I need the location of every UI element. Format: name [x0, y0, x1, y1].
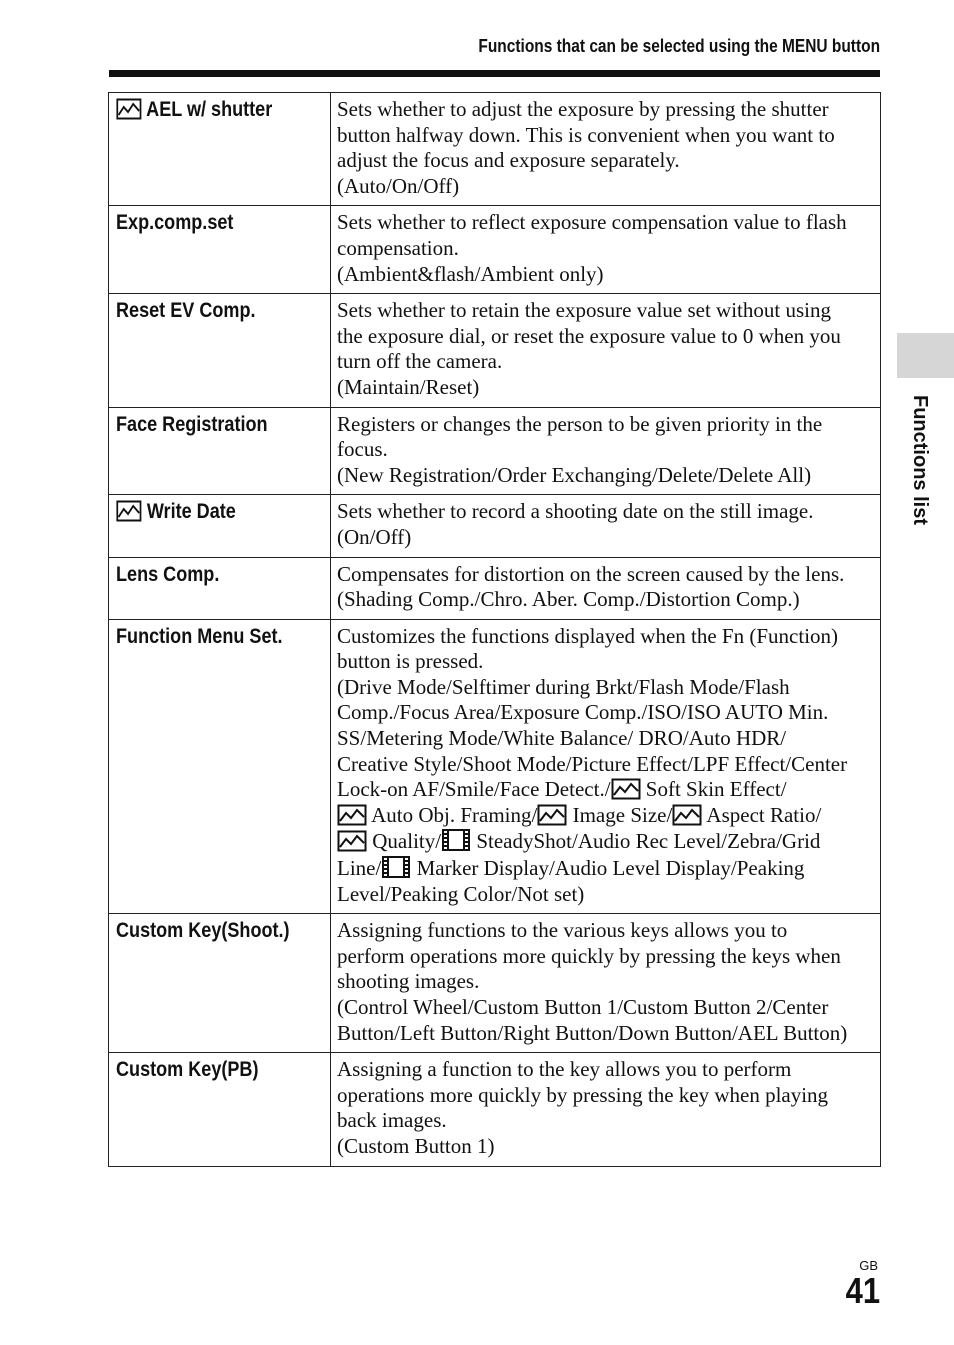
function-name-cell — [109, 619, 331, 914]
description-text: Sets whether to reflect exposure compensation value to flash — [337, 210, 847, 235]
still-image-icon — [337, 830, 367, 852]
function-name-text: AEL w/ shutter — [146, 98, 273, 121]
description-text: operations more quickly by pressing the key when playing — [337, 1082, 829, 1107]
description-text: Button/Left Button/Right Button/Down Button/AEL Button) — [337, 1020, 848, 1045]
description-text: Compensates for distortion on the screen caused by the lens. — [337, 561, 845, 586]
function-name-cell — [109, 93, 331, 206]
description-text: Auto Obj. Framing/ — [367, 802, 538, 827]
header-rule — [109, 70, 880, 77]
description-line — [337, 1134, 874, 1160]
function-name-cell — [109, 557, 331, 619]
description-text: (Ambient&flash/Ambient only) — [337, 261, 604, 286]
still-image-icon — [116, 98, 142, 120]
description-text: Creative Style/Shoot Mode/Picture Effect/LPF Effect/Center — [337, 751, 848, 776]
description-text: (New Registration/Order Exchanging/Delete/Delete All) — [337, 462, 812, 487]
description-line — [337, 562, 874, 588]
function-name-text: Write Date — [146, 500, 236, 524]
description-text: Registers or changes the person to be given priority in the — [337, 411, 823, 436]
function-name — [116, 298, 256, 323]
description-line — [337, 210, 874, 236]
function-description-cell — [331, 1053, 881, 1166]
description-line — [337, 969, 874, 995]
description-line — [337, 587, 874, 613]
description-line — [337, 412, 874, 438]
function-description-cell — [331, 914, 881, 1053]
description-line — [337, 777, 874, 803]
description-text: Image Size/ — [567, 802, 673, 827]
description-line — [337, 97, 874, 123]
table-row — [109, 407, 881, 495]
description-line — [337, 324, 874, 350]
function-description-cell — [331, 495, 881, 557]
description-text: (Shading Comp./Chro. Aber. Comp./Distortion Comp.) — [337, 587, 800, 612]
function-name-text: Custom Key(Shoot.) — [116, 919, 290, 943]
description-line — [337, 828, 874, 855]
description-text: (Auto/On/Off) — [337, 173, 460, 198]
function-name-text: Custom Key(PB) — [116, 1058, 259, 1082]
description-text: turn off the camera. — [337, 349, 503, 374]
description-line — [337, 1021, 874, 1047]
function-description-cell — [331, 557, 881, 619]
function-name-text: Reset EV Comp. — [116, 299, 256, 323]
table-row — [109, 93, 881, 206]
description-text: SteadyShot/Audio Rec Level/Zebra/Grid — [471, 829, 821, 854]
description-text: Comp./Focus Area/Exposure Comp./ISO/ISO AUTO Min. — [337, 700, 829, 725]
description-text: the exposure dial, or reset the exposure value to 0 when you — [337, 323, 841, 348]
description-line — [337, 123, 874, 149]
description-text: Customizes the functions displayed when the Fn (Function) — [337, 623, 839, 648]
description-text: button is pressed. — [337, 649, 484, 674]
description-line — [337, 236, 874, 262]
function-name-cell — [109, 294, 331, 407]
still-image-icon — [337, 804, 367, 826]
description-text: Level/Peaking Color/Not set) — [337, 881, 585, 906]
function-name-text: Function Menu Set. — [116, 624, 283, 648]
section-thumb-tab — [897, 333, 954, 378]
description-line — [337, 375, 874, 401]
description-line — [337, 174, 874, 200]
description-text: (Maintain/Reset) — [337, 374, 480, 399]
page-region-code: GB — [859, 1258, 878, 1273]
description-line — [337, 1057, 874, 1083]
description-text: Line/ — [337, 856, 382, 881]
still-image-icon — [116, 500, 142, 522]
description-text: shooting images. — [337, 969, 480, 994]
description-text: Sets whether to record a shooting date on the still image. — [337, 499, 814, 524]
description-line — [337, 148, 874, 174]
section-side-label: Functions list — [909, 395, 931, 525]
function-name-text: Face Registration — [116, 412, 268, 436]
description-line — [337, 726, 874, 752]
description-line — [337, 803, 874, 829]
function-name — [116, 918, 290, 943]
movie-icon — [441, 828, 471, 852]
still-image-icon — [672, 804, 702, 826]
description-text: (On/Off) — [337, 524, 412, 549]
description-line — [337, 1108, 874, 1134]
description-text: adjust the focus and exposure separately. — [337, 148, 680, 173]
function-name — [116, 1057, 258, 1082]
description-text: (Custom Button 1) — [337, 1133, 495, 1158]
description-text: button halfway down. This is convenient when you want to — [337, 122, 835, 147]
description-text: Sets whether to adjust the exposure by pressing the shutter — [337, 97, 829, 121]
function-name — [116, 210, 233, 235]
description-line — [337, 918, 874, 944]
description-line — [337, 700, 874, 726]
function-name-cell — [109, 914, 331, 1053]
description-line — [337, 855, 874, 882]
description-line — [337, 262, 874, 288]
table-row — [109, 557, 881, 619]
table-row — [109, 294, 881, 407]
function-description-cell — [331, 619, 881, 914]
description-line — [337, 463, 874, 489]
function-name-cell — [109, 1053, 331, 1166]
description-line — [337, 882, 874, 908]
description-line — [337, 995, 874, 1021]
description-text: perform operations more quickly by pressing the keys when — [337, 943, 841, 968]
table-row — [109, 914, 881, 1053]
description-line — [337, 349, 874, 375]
function-name — [116, 562, 219, 587]
description-text: Assigning a function to the key allows you to perform — [337, 1057, 792, 1082]
function-name-cell — [109, 495, 331, 557]
description-line — [337, 675, 874, 701]
page-number: 41 — [845, 1270, 880, 1311]
function-name — [116, 97, 272, 122]
description-line — [337, 298, 874, 324]
description-text: Marker Display/Audio Level Display/Peaking — [411, 856, 805, 881]
description-line — [337, 499, 874, 525]
functions-table — [108, 92, 881, 1167]
still-image-icon — [537, 804, 567, 826]
description-line — [337, 944, 874, 970]
description-text: Aspect Ratio/ — [702, 802, 822, 827]
function-name-cell — [109, 407, 331, 495]
description-text: (Drive Mode/Selftimer during Brkt/Flash Mode/Flash — [337, 674, 790, 699]
table-row — [109, 495, 881, 557]
description-line — [337, 649, 874, 675]
description-text: Quality/ — [367, 829, 442, 854]
function-name-text: Exp.comp.set — [116, 211, 234, 235]
running-header: Functions that can be selected using the MENU button — [478, 36, 880, 56]
table-row — [109, 206, 881, 294]
functions-table-body — [109, 93, 881, 1167]
function-description-cell — [331, 206, 881, 294]
description-text: Soft Skin Effect/ — [640, 777, 787, 802]
table-row — [109, 619, 881, 914]
function-name-cell — [109, 206, 331, 294]
description-text: Lock-on AF/Smile/Face Detect./ — [337, 777, 611, 802]
function-name — [116, 499, 236, 524]
description-line — [337, 437, 874, 463]
function-description-cell — [331, 294, 881, 407]
function-description-cell — [331, 407, 881, 495]
description-line — [337, 525, 874, 551]
still-image-icon — [611, 778, 641, 800]
table-row — [109, 1053, 881, 1166]
description-line — [337, 624, 874, 650]
description-text: (Control Wheel/Custom Button 1/Custom Button 2/Center — [337, 995, 829, 1019]
function-name-text: Lens Comp. — [116, 562, 220, 586]
description-line — [337, 1083, 874, 1109]
description-text: back images. — [337, 1108, 447, 1133]
description-text: compensation. — [337, 235, 459, 260]
description-text: Assigning functions to the various keys allows you to — [337, 918, 788, 943]
description-line — [337, 752, 874, 778]
description-text: focus. — [337, 437, 388, 462]
function-name — [116, 624, 283, 649]
movie-icon — [381, 855, 411, 879]
function-description-cell — [331, 93, 881, 206]
description-text: SS/Metering Mode/White Balance/ DRO/Auto HDR/ — [337, 726, 787, 751]
description-text: Sets whether to retain the exposure value set without using — [337, 298, 831, 323]
function-name — [116, 412, 268, 437]
